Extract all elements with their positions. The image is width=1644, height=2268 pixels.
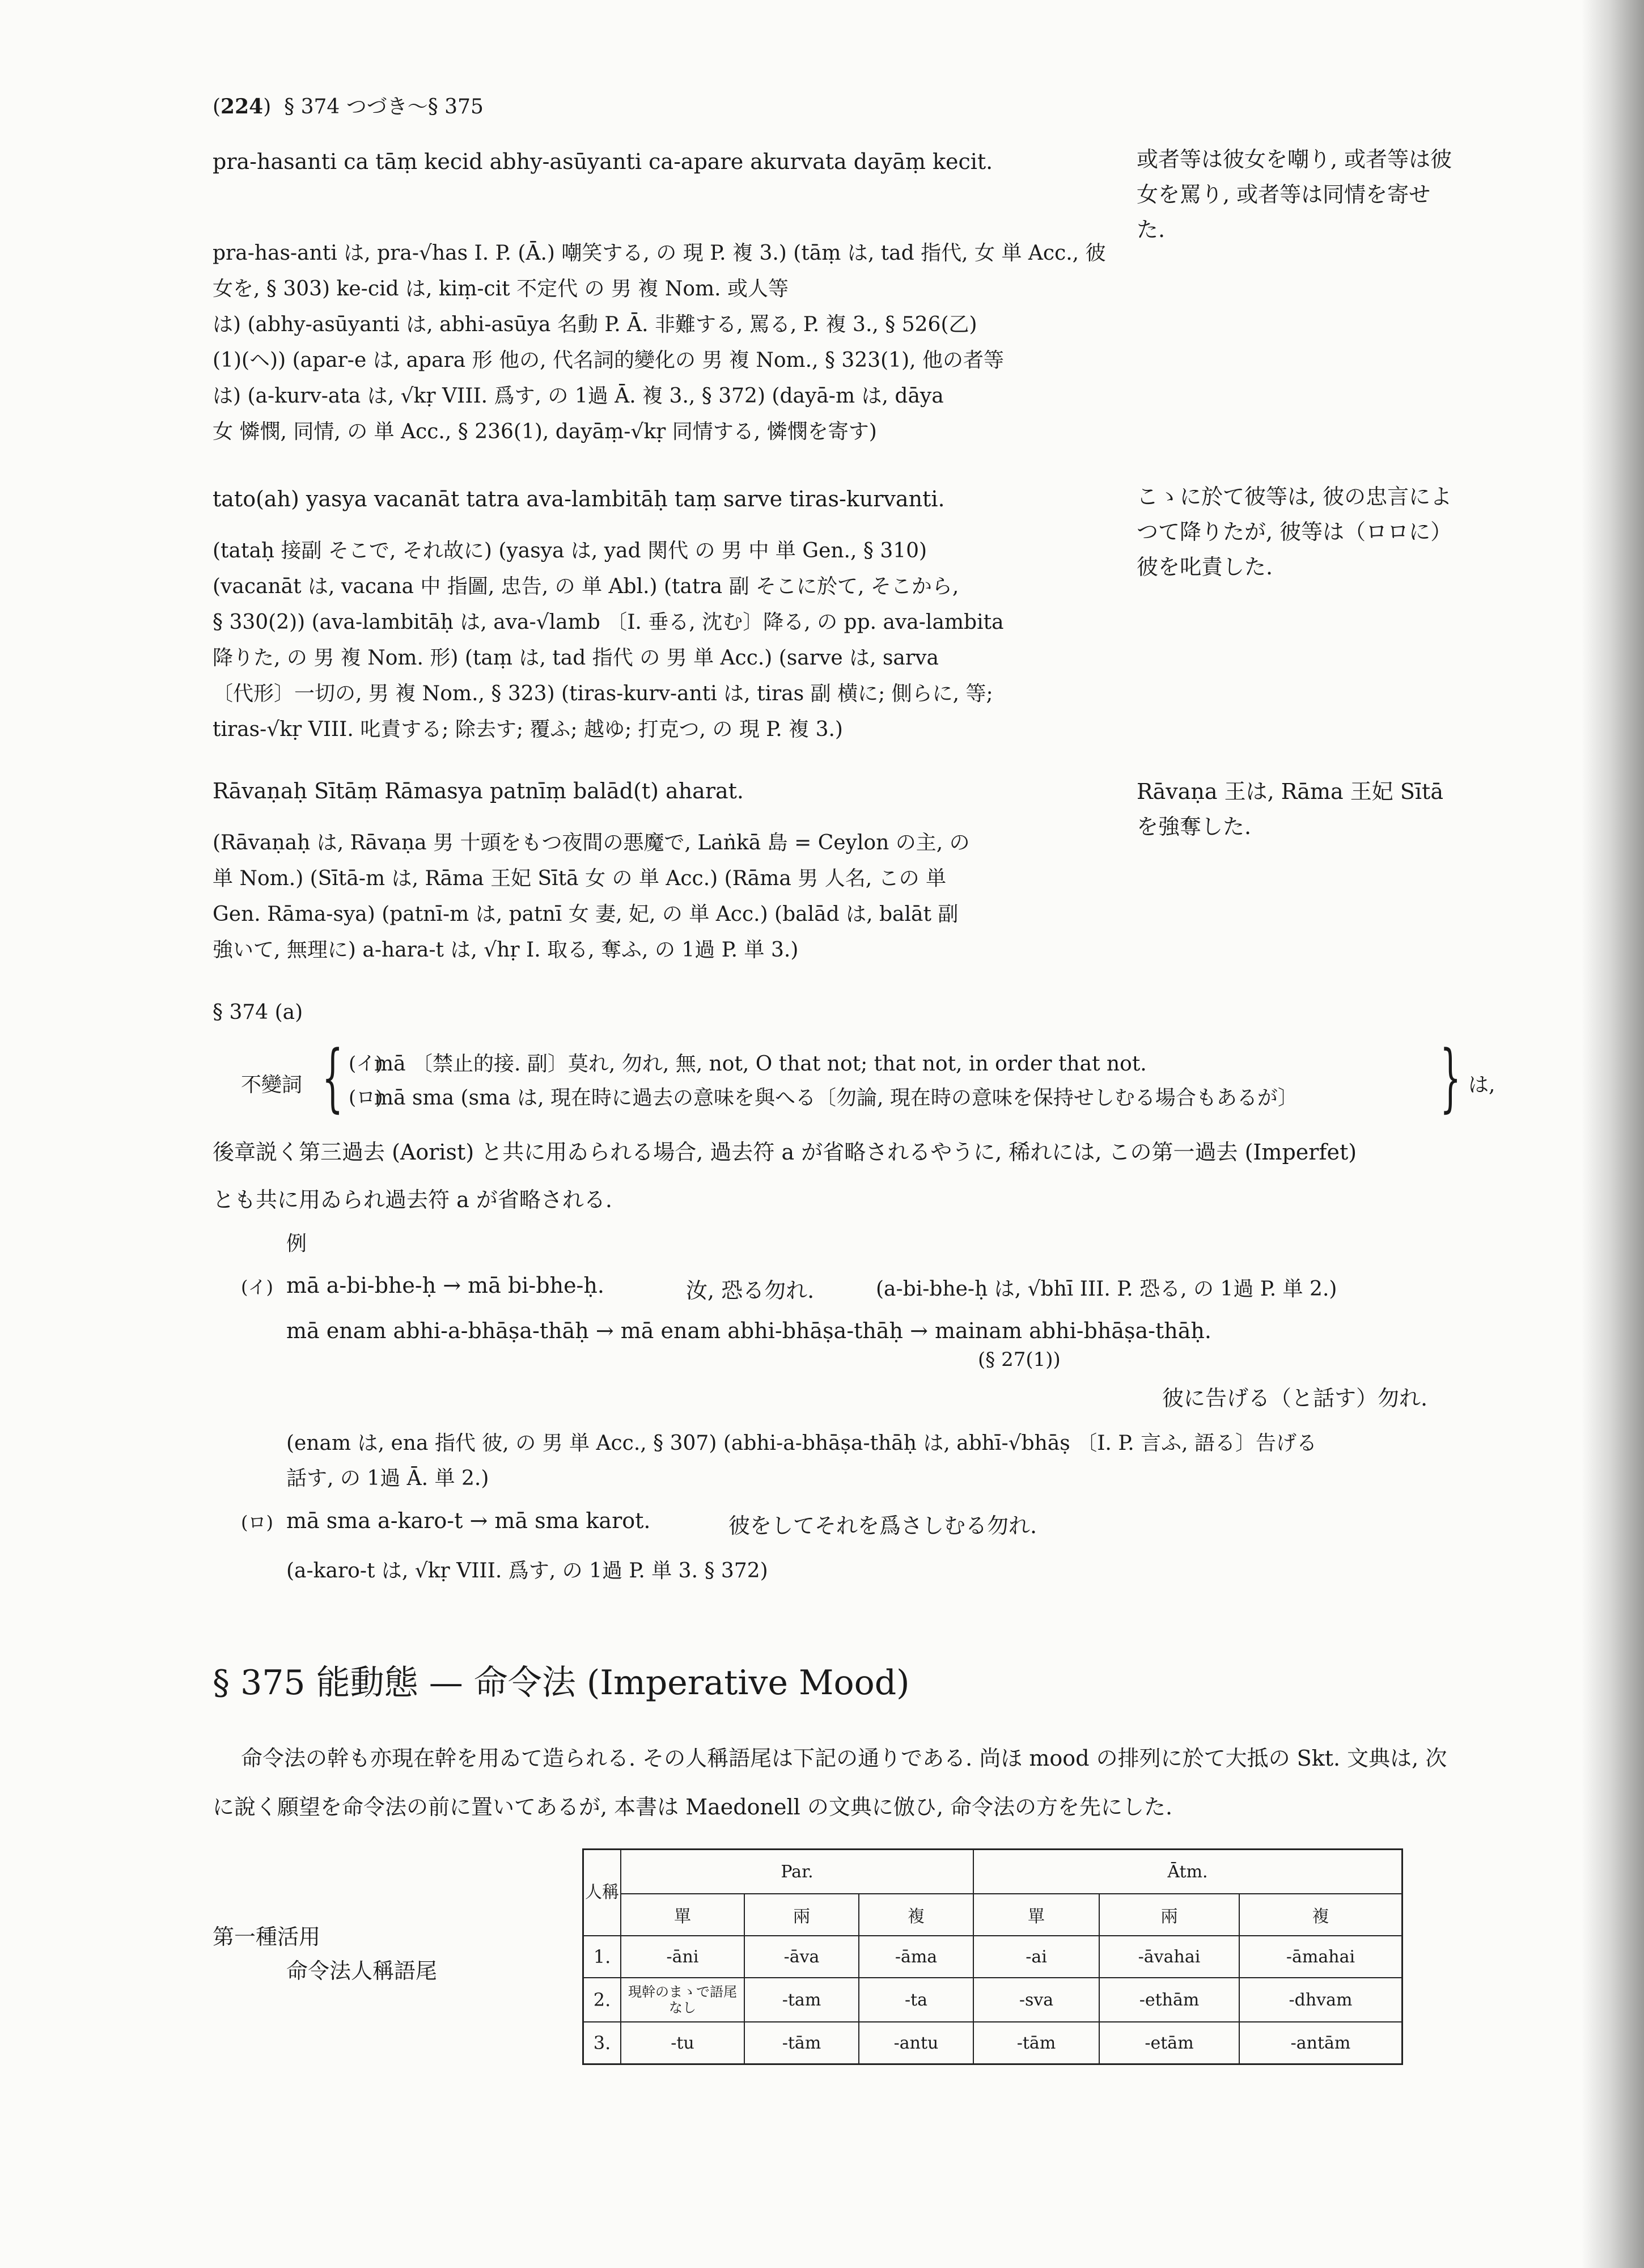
- item-i: mā 〔禁止的接. 副〕莫れ, 勿れ, 無, not, O that not; that not, in order that not.: [374, 1052, 1147, 1076]
- table-row: [583, 1936, 1403, 1978]
- number-header: 複: [1239, 1894, 1403, 1936]
- number-header: 兩: [744, 1894, 859, 1936]
- page-header: (224) § 374 つづき〜§ 375: [213, 95, 484, 119]
- ex-i-2: mā enam abhi-a-bhāṣa-thāḥ → mā enam abhi-bhāṣa-thāḥ → mainam abhi-bhāṣa-thāḥ.: [286, 1318, 1211, 1343]
- indeclinable-label: 不變詞: [241, 1073, 303, 1097]
- gloss-line: § 330(2)) (ava-lambitāḥ は, ava-√lamb 〔I. 垂る, 沈む〕降る, の pp. ava-lambita: [213, 611, 1004, 634]
- gloss-line: 強いて, 無理に) a-hara-t は, √hṛ I. 取る, 奪ふ, の 1過 P. 単 3.): [213, 938, 799, 962]
- person-header: 人稱: [583, 1850, 621, 1936]
- section-374a-label: § 374 (a): [213, 1001, 303, 1024]
- imperative-endings-table: [582, 1848, 1403, 2065]
- person-cell: 2.: [583, 1978, 621, 2022]
- ending-cell: -āva: [744, 1936, 859, 1978]
- gloss-line: tiras-√kṛ VIII. 叱責する; 除去す; 覆ふ; 越ゆ; 打克つ, の 現 P. 複 3.): [213, 718, 843, 741]
- gloss-line: (vacanāt は, vacana 中 指圖, 忠告, の 単 Abl.) (tatra 副 そこに於て, そこから,: [213, 575, 959, 598]
- sanskrit-sentence-3: Rāvaṇaḥ Sītāṃ Rāmasya patnīṃ balād(t) aharat.: [213, 778, 744, 803]
- gloss-3: [213, 825, 1108, 968]
- ex-ro-marker: (ロ): [241, 1512, 273, 1533]
- gloss-line: (1)(ヘ)) (apar-e は, apara 形 他の, 代名詞的變化の 男 複 Nom., § 323(1), 他の者等: [213, 349, 1005, 372]
- ending-cell: -etām: [1099, 2022, 1239, 2064]
- ending-cell: -āvahai: [1099, 1936, 1239, 1978]
- gloss-line: (tataḥ 接副 そこで, それ故に) (yasya は, yad 関代 の 男 中 単 Gen., § 310): [213, 539, 927, 562]
- gloss-2: [213, 533, 1108, 747]
- ex-i-2-ref: (§ 27(1)): [978, 1348, 1061, 1371]
- number-header: 複: [859, 1894, 973, 1936]
- translation-3: Rāvaṇa 王は, Rāma 王妃 Sītā を強奪した.: [1137, 779, 1443, 839]
- right-brace: }: [1440, 1034, 1461, 1120]
- gloss-line: 単 Nom.) (Sītā-m は, Rāma 王妃 Sītā 女 の 単 Acc.) (Rāma 男 人名, この 単: [213, 867, 947, 890]
- table-row: [583, 2022, 1403, 2064]
- gloss-line: は) (a-kurv-ata は, √kṛ VIII. 爲す, の 1過 Ā. 複 3., § 372) (dayā-m は, dāya: [213, 384, 944, 408]
- endings-label: 命令法人稱語尾: [286, 1958, 438, 1983]
- person-cell: 1.: [583, 1936, 621, 1978]
- item-i-marker: (イ): [349, 1052, 383, 1075]
- gloss-line: pra-has-anti は, pra-√has I. P. (Ā.) 嘲笑する, の 現 P. 複 3.) (tāṃ は, tad 指代, 女 単 Acc., 彼女を, § 303) ke-cid は, kiṃ-cit 不定代 の 男 複 Nom. 或人等: [213, 242, 1106, 301]
- ex-ro-translation: 彼をしてそれを爲さしむる勿れ.: [728, 1513, 1037, 1538]
- number-header: 單: [621, 1894, 744, 1936]
- ex-i-1-gloss: (a-bi-bhe-ḥ は, √bhī III. P. 恐る, の 1過 P. 単 2.): [876, 1277, 1337, 1301]
- ending-cell: -ta: [859, 1978, 973, 2022]
- gloss-line: 降りた, の 男 複 Nom. 形) (taṃ は, tad 指代 の 男 単 Acc.) (sarve は, sarva: [213, 646, 939, 670]
- ending-cell: -dhvam: [1239, 1978, 1403, 2022]
- ending-cell: -ethām: [1099, 1978, 1239, 2022]
- scan-edge-shadow: [1582, 0, 1644, 2268]
- ex-i-1: mā a-bi-bhe-ḥ → mā bi-bhe-ḥ.: [286, 1273, 604, 1298]
- person-cell: 3.: [583, 2022, 621, 2064]
- ending-cell: -āmahai: [1239, 1936, 1403, 1978]
- number-header-row: [583, 1894, 1403, 1936]
- table-header-row: [583, 1850, 1403, 1894]
- sanskrit-sentence-2: tato(ah) yasya vacanāt tatra ava-lambitāḥ taṃ sarve tiras-kurvanti.: [213, 486, 945, 511]
- ex-ro: mā sma a-karo-t → mā sma karot.: [286, 1508, 651, 1533]
- section-375-intro: 命令法の幹も亦現在幹を用ゐて造られる. その人稱語尾は下記の通りである. 尚ほ mood の排列に於て大抵の Skt. 文典は, 次に說く願望を命令法の前に置いてあるが, 本書は Maedonell の文典に倣ひ, 命令法の方を先にした.: [213, 1746, 1447, 1820]
- example-label: 例: [286, 1232, 307, 1255]
- left-brace: {: [322, 1034, 344, 1120]
- conjugation-class-label: 第一種活用: [213, 1924, 321, 1949]
- gloss-line: は) (abhy-asūyanti は, abhi-asūya 名動 P. Ā. 非難する, 罵る, P. 複 3., § 526(乙): [213, 313, 977, 336]
- page-number: 224: [221, 95, 264, 119]
- para-line: 後章説く第三過去 (Aorist) と共に用ゐられる場合, 過去符 a が省略されるやうに, 稀れには, この第一過去 (Imperfet): [213, 1140, 1357, 1165]
- gloss-line: 女 憐憫, 同情, の 単 Acc., § 236(1), dayāṃ-√kṛ 同情する, 憐憫を寄す): [213, 420, 877, 443]
- number-header: 單: [973, 1894, 1099, 1936]
- ex-ro-gloss: (a-karo-t は, √kṛ VIII. 爲す, の 1過 P. 単 3. § 372): [286, 1559, 768, 1582]
- sanskrit-sentence-1: pra-hasanti ca tāṃ kecid abhy-asūyanti ca-apare akurvata dayāṃ kecit.: [213, 149, 993, 174]
- ending-cell: -ai: [973, 1936, 1099, 1978]
- ending-cell: 現幹のまゝで語尾なし: [621, 1978, 744, 2022]
- ending-cell: -tu: [621, 2022, 744, 2064]
- gloss-line: Gen. Rāma-sya) (patnī-m は, patnī 女 妻, 妃, の 単 Acc.) (balād は, balāt 副: [213, 903, 959, 926]
- translation-2: こゝに於て彼等は, 彼の忠言によつて降りたが, 彼等は（ロロに）彼を叱責した.: [1137, 484, 1452, 579]
- atmanepada-header: Ātm.: [973, 1850, 1403, 1894]
- gloss-line: (enam は, ena 指代 彼, の 男 単 Acc., § 307) (abhi-a-bhāṣa-thāḥ は, abhī-√bhāṣ 〔I. P. 言ふ, 語る〕告げる: [286, 1432, 1317, 1455]
- gloss-line: 話す, の 1過 Ā. 単 2.): [286, 1467, 489, 1490]
- aorist-paragraph: [213, 1128, 1460, 1224]
- ending-cell: -sva: [973, 1978, 1099, 2022]
- ex-i-1-translation: 汝, 恐る勿れ.: [686, 1278, 815, 1303]
- ending-cell: -tam: [744, 1978, 859, 2022]
- ending-cell: -antām: [1239, 2022, 1403, 2064]
- section-range: § 374 つづき〜§ 375: [284, 95, 484, 119]
- ex-i-marker: (イ): [241, 1276, 273, 1298]
- ending-cell: -antu: [859, 2022, 973, 2064]
- gloss-line: 〔代形〕一切の, 男 複 Nom., § 323) (tiras-kurv-anti は, tiras 副 横に; 側らに, 等;: [213, 682, 993, 705]
- gloss-1: [213, 235, 1108, 450]
- ending-cell: -āma: [859, 1936, 973, 1978]
- ending-cell: -āni: [621, 1936, 744, 1978]
- gloss-line: (Rāvaṇaḥ は, Rāvaṇa 男 十頭をもつ夜間の悪魔で, Laṅkā 島 = Ceylon の主, の: [213, 831, 970, 854]
- brace-suffix: は,: [1468, 1073, 1495, 1097]
- item-ro-marker: (ロ): [349, 1086, 383, 1109]
- ex-i-2-translation: 彼に告げる（と話す）勿れ.: [1162, 1386, 1428, 1411]
- ex-i-2-gloss: [286, 1426, 1465, 1496]
- para-line: とも共に用ゐられ過去符 a が省略される.: [213, 1187, 612, 1212]
- item-ro: mā sma (sma は, 現在時に過去の意味を與へる〔勿論, 現在時の意味を保持せしむる場合もあるが〕: [374, 1086, 1298, 1110]
- parasmaipada-header: Par.: [621, 1850, 973, 1894]
- ending-cell: -tām: [973, 2022, 1099, 2064]
- ending-cell: -tām: [744, 2022, 859, 2064]
- table-row: [583, 1978, 1403, 2022]
- number-header: 兩: [1099, 1894, 1239, 1936]
- section-375-heading: § 375 能動態 — 命令法 (Imperative Mood): [213, 1663, 910, 1703]
- translation-1: 或者等は彼女を嘲り, 或者等は彼女を罵り, 或者等は同情を寄せた.: [1137, 147, 1452, 242]
